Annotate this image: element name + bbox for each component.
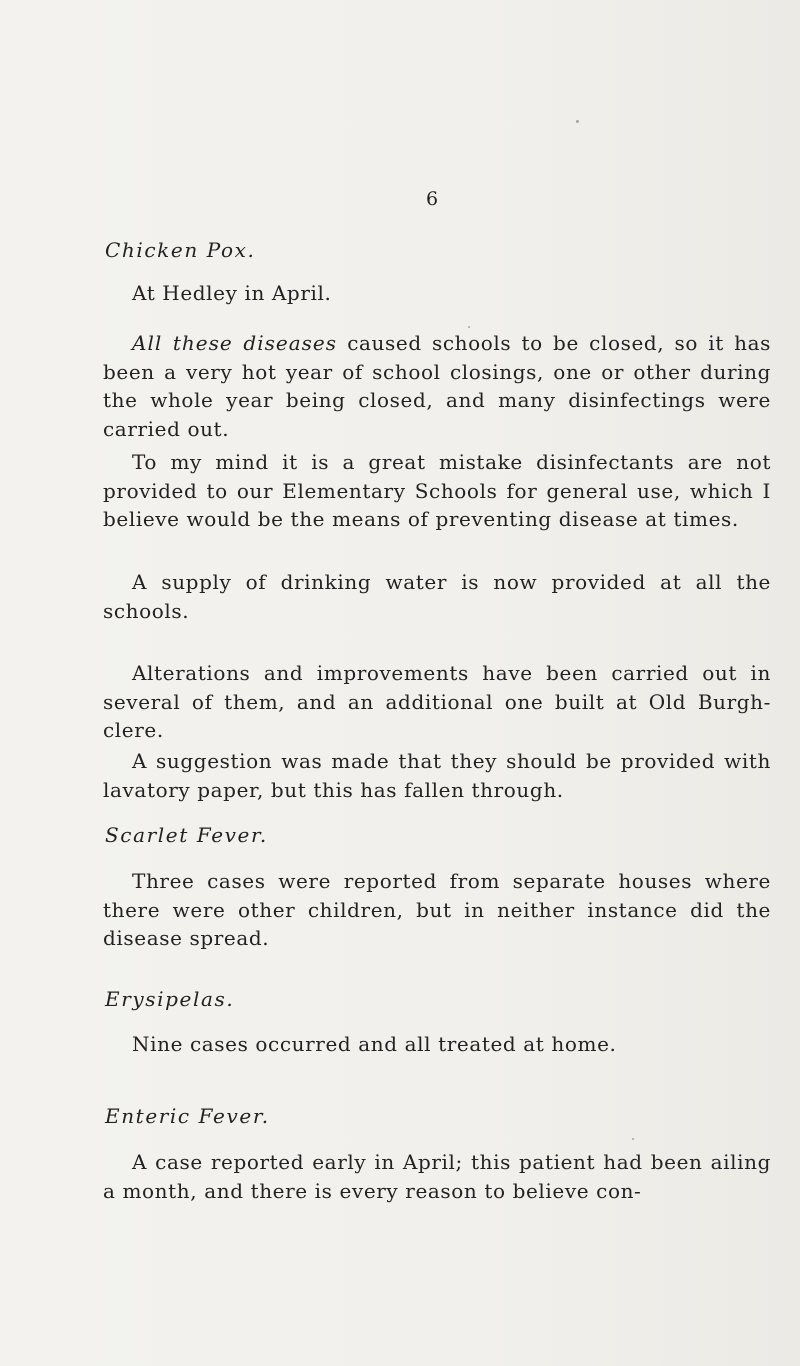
paragraph-erysipelas: Nine cases occurred and all treated at home. [132,1032,617,1056]
paragraph-lead-italic: All these diseases [132,331,337,355]
page-number: 6 [426,188,439,210]
print-speck [576,120,579,123]
print-speck [468,326,470,328]
heading-erysipelas: Erysipelas. [105,987,235,1011]
paragraph-alterations: Alterations and improvements have been carried out in several of them, and an additional one built at Old Burgh- clere. [103,661,771,742]
paragraph-disinfectants: To my mind it is a great mistake disinfectants are not provided to our Elementary Schools for general use, which I believe would be the means of preventing disease at times. [103,450,771,531]
paragraph-school-closings [103,329,771,443]
heading-chicken-pox: Chicken Pox. [105,238,256,262]
paragraph-school-closings-text: caused schools to be closed, so it has been a very hot year of school closings, one or other during the whole year being closed, and many disinfectings were carried out. [103,331,771,441]
heading-scarlet-fever: Scarlet Fever. [105,823,268,847]
paragraph-chicken-pox: At Hedley in April. [132,281,332,305]
paragraph-lavatory-paper: A suggestion was made that they should be provided with lavatory paper, but this has fallen through. [103,749,771,802]
paragraph-enteric-fever: A case reported early in April; this patient had been ailing a month, and there is every reason to believe con- [103,1150,771,1203]
heading-enteric-fever: Enteric Fever. [105,1104,270,1128]
paragraph-scarlet-fever: Three cases were reported from separate houses where there were other children, but in neither instance did the disease spread. [103,869,771,950]
paragraph-drinking-water: A supply of drinking water is now provided at all the schools. [103,570,771,623]
print-speck [632,1138,634,1140]
